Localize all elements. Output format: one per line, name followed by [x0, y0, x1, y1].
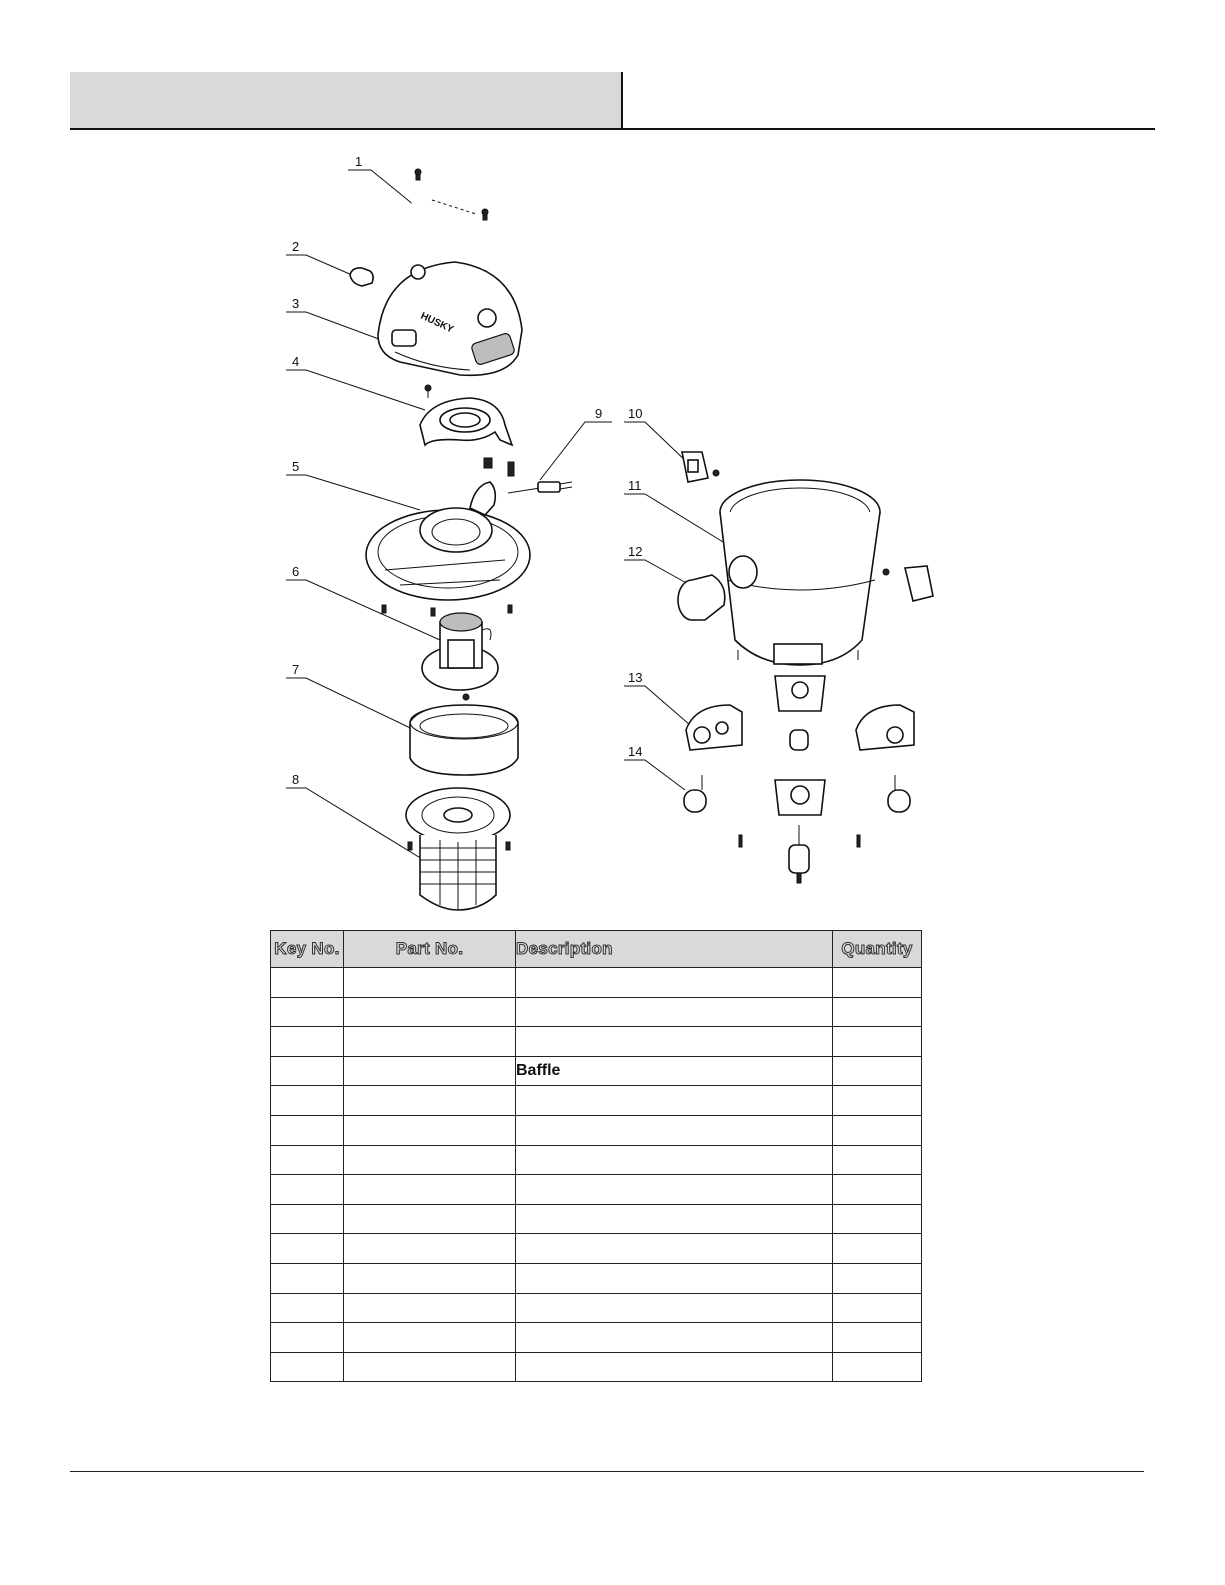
table-row [271, 1086, 922, 1116]
part-inlet [678, 575, 725, 620]
cell-key-no [271, 1204, 344, 1234]
callout-13: 13 [628, 670, 643, 685]
header-quantity: Quantity [833, 931, 922, 968]
callout-14: 14 [628, 744, 643, 759]
header-key-no: Key No. [271, 931, 344, 968]
header-part-no: Part No. [344, 931, 516, 968]
cell-description [516, 968, 833, 998]
cell-quantity [833, 1027, 922, 1057]
cell-description [516, 1293, 833, 1323]
cell-quantity [833, 968, 922, 998]
cell-description [516, 1263, 833, 1293]
cell-quantity [833, 1145, 922, 1175]
header-divider [621, 72, 623, 130]
cell-part-no [344, 1175, 516, 1205]
cell-key-no [271, 1056, 344, 1086]
cell-description [516, 1352, 833, 1382]
cell-part-no [344, 1086, 516, 1116]
callout-11: 11 [628, 478, 642, 493]
table-row [271, 1056, 922, 1086]
part-lid [366, 482, 530, 616]
table-row [271, 1293, 922, 1323]
part-motor [422, 613, 498, 700]
cell-quantity [833, 1204, 922, 1234]
part-drum [720, 480, 880, 665]
cell-description [516, 1145, 833, 1175]
cell-part-no [344, 1263, 516, 1293]
table-row [271, 1175, 922, 1205]
cell-key-no [271, 1175, 344, 1205]
cell-quantity [833, 997, 922, 1027]
callout-5: 5 [292, 459, 300, 474]
table-row [271, 1027, 922, 1057]
header-description: Description [516, 931, 833, 968]
cell-part-no [344, 1234, 516, 1264]
cell-key-no [271, 1027, 344, 1057]
header-rule [70, 128, 1155, 130]
cell-description [516, 1027, 833, 1057]
parts-list-table [270, 930, 922, 1382]
table-row [271, 1234, 922, 1264]
table-row [271, 1352, 922, 1382]
cell-key-no [271, 968, 344, 998]
cell-key-no [271, 1234, 344, 1264]
parts-list-body [271, 968, 922, 1382]
cell-key-no [271, 1145, 344, 1175]
cell-part-no [344, 1115, 516, 1145]
callout-3: 3 [292, 296, 300, 311]
callout-7: 7 [292, 662, 300, 677]
cell-quantity [833, 1293, 922, 1323]
part-power-cord [484, 458, 572, 493]
cell-quantity [833, 1175, 922, 1205]
cell-quantity [833, 1263, 922, 1293]
cell-part-no [344, 997, 516, 1027]
part-motor-cover [378, 262, 522, 375]
part-filter-cage [406, 788, 510, 910]
callout-2: 2 [292, 239, 300, 254]
callout-9: 9 [595, 406, 603, 421]
exploded-parts-diagram [0, 140, 1225, 920]
cell-part-no [344, 1056, 516, 1086]
cell-quantity [833, 1234, 922, 1264]
callout-12: 12 [628, 544, 643, 559]
part-switch [350, 268, 373, 286]
table-row [271, 997, 922, 1027]
table-row [271, 1263, 922, 1293]
header-title-bar [70, 72, 621, 129]
table-row [271, 968, 922, 998]
cell-description [516, 1323, 833, 1353]
table-row [271, 1115, 922, 1145]
cell-key-no [271, 1086, 344, 1116]
part-foam-sleeve [410, 705, 518, 775]
cell-part-no [344, 1352, 516, 1382]
cell-description [516, 997, 833, 1027]
part-baffle [420, 385, 512, 445]
table-header-row [271, 931, 922, 968]
cell-quantity [833, 1056, 922, 1086]
cell-key-no [271, 1323, 344, 1353]
cell-description [516, 1086, 833, 1116]
cell-description [516, 1115, 833, 1145]
cell-part-no [344, 1145, 516, 1175]
cell-quantity [833, 1323, 922, 1353]
table-row [271, 1204, 922, 1234]
callout-6: 6 [292, 564, 300, 579]
cell-key-no [271, 1115, 344, 1145]
table-row [271, 1323, 922, 1353]
cell-quantity [833, 1086, 922, 1116]
table-row [271, 1145, 922, 1175]
svg-text:HUSKY: HUSKY [418, 310, 456, 336]
callout-1: 1 [355, 154, 363, 169]
footer-rule [70, 1471, 1144, 1472]
cell-description [516, 1234, 833, 1264]
callout-8: 8 [292, 772, 300, 787]
cell-key-no [271, 997, 344, 1027]
cell-part-no [344, 968, 516, 998]
cell-part-no [344, 1323, 516, 1353]
cell-description: Baffle [516, 1056, 833, 1086]
cell-description [516, 1204, 833, 1234]
callout-10: 10 [628, 406, 643, 421]
cell-part-no [344, 1027, 516, 1057]
callout-4: 4 [292, 354, 300, 369]
cell-quantity [833, 1352, 922, 1382]
cell-part-no [344, 1293, 516, 1323]
cell-key-no [271, 1293, 344, 1323]
cell-description [516, 1175, 833, 1205]
part-handle [410, 169, 493, 268]
cell-quantity [833, 1115, 922, 1145]
cell-part-no [344, 1204, 516, 1234]
cell-key-no [271, 1263, 344, 1293]
cell-key-no [271, 1352, 344, 1382]
